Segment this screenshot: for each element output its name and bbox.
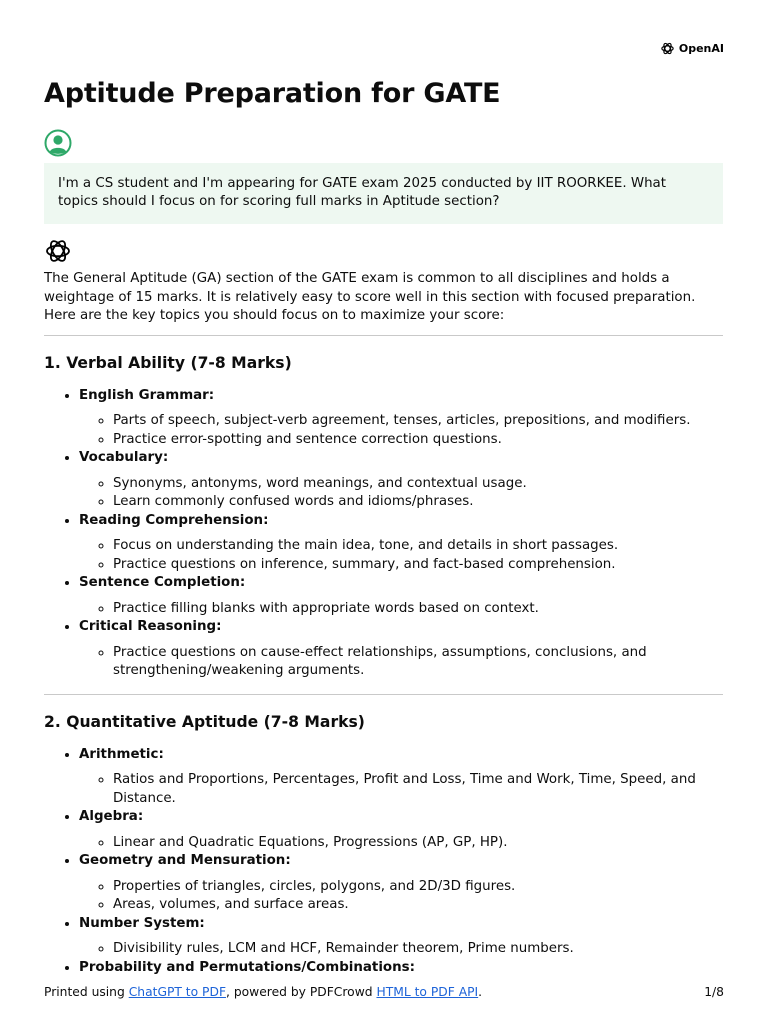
topic-name: • Critical Reasoning: xyxy=(79,619,222,634)
section-heading: 1. Verbal Ability (7-8 Marks) xyxy=(44,353,292,372)
point-item: ◦ Properties of triangles, circles, polygons, and 2D/3D figures. xyxy=(113,878,723,897)
assistant-response xyxy=(44,270,723,990)
topic-name: • Vocabulary: xyxy=(79,450,169,465)
point-item: ◦ Divisibility rules, LCM and HCF, Remainder theorem, Prime numbers. xyxy=(113,940,723,959)
topic-item xyxy=(79,915,723,959)
topic-item xyxy=(79,449,723,512)
topic-item xyxy=(79,618,723,681)
point-list xyxy=(79,771,723,808)
point-item: ◦ Focus on understanding the main idea, tone, and details in short passages. xyxy=(113,537,723,556)
point-list xyxy=(79,537,723,574)
sections-container xyxy=(44,335,723,978)
footer-prefix: Printed using xyxy=(44,985,129,999)
topic-name: • Algebra: xyxy=(79,809,144,824)
topic-name: • Number System: xyxy=(79,915,205,931)
page-title: Aptitude Preparation for GATE xyxy=(44,78,501,109)
point-item: ◦ Learn commonly confused words and idioms/phrases. xyxy=(113,493,723,512)
section-heading: 2. Quantitative Aptitude (7-8 Marks) xyxy=(44,712,365,731)
topic-list xyxy=(44,387,723,681)
point-list xyxy=(79,878,723,915)
topic-item xyxy=(79,746,723,809)
topic-item xyxy=(79,387,723,450)
point-item: ◦ Ratios and Proportions, Percentages, Profit and Loss, Time and Work, Time, Speed, and Distance. xyxy=(113,771,723,808)
topic-name: • English Grammar: xyxy=(79,387,215,403)
chatgpt-avatar-icon xyxy=(44,237,72,265)
section-divider xyxy=(44,335,723,336)
chatgpt-to-pdf-link[interactable]: ChatGPT to PDF xyxy=(128,985,227,999)
topic-name: • Arithmetic: xyxy=(79,746,164,762)
footer-suffix: . xyxy=(478,985,483,999)
html-to-pdf-api-link[interactable]: HTML to PDF API xyxy=(376,985,479,999)
point-item: ◦ Areas, volumes, and surface areas. xyxy=(113,896,723,915)
footer xyxy=(44,985,724,999)
point-list xyxy=(79,600,723,619)
point-list xyxy=(79,412,723,449)
topic-name: • Sentence Completion: xyxy=(79,575,246,590)
point-list xyxy=(79,834,723,853)
point-list xyxy=(79,940,723,959)
footer-middle: , powered by PDFCrowd xyxy=(226,985,377,999)
intro-paragraph: The General Aptitude (GA) section of the GATE exam is common to all disciplines and holds a weightage of 15 marks. It is relatively easy to score well in this section with focused preparation. Here are the key topics you should focus on to maximize your score: xyxy=(44,271,696,323)
user-message: I'm a CS student and I'm appearing for GATE exam 2025 conducted by IIT ROORKEE. What topics should I focus on for scoring full marks in Aptitude section? xyxy=(44,163,723,224)
point-item: ◦ Practice filling blanks with appropriate words based on context. xyxy=(113,600,723,619)
topic-item xyxy=(79,852,723,915)
point-item: ◦ Parts of speech, subject-verb agreement, tenses, articles, prepositions, and modifiers. xyxy=(113,412,723,431)
topic-name: • Geometry and Mensuration: xyxy=(79,853,291,868)
point-list xyxy=(79,644,723,681)
topic-item xyxy=(79,574,723,618)
topic-name: • Probability and Permutations/Combinations: xyxy=(79,959,415,975)
brand-label: OpenAI xyxy=(678,42,724,55)
section-divider xyxy=(44,694,723,695)
point-item: ◦ Linear and Quadratic Equations, Progressions (AP, GP, HP). xyxy=(113,834,723,853)
page-number: 1/8 xyxy=(704,985,724,999)
openai-logo xyxy=(660,41,724,56)
point-item: ◦ Synonyms, antonyms, word meanings, and contextual usage. xyxy=(113,475,723,494)
user-avatar-icon xyxy=(44,129,72,157)
point-list xyxy=(79,475,723,512)
openai-logo-icon xyxy=(660,41,675,56)
footer-credit xyxy=(44,985,482,999)
topic-item xyxy=(79,959,723,978)
point-item: ◦ Practice questions on cause-effect relationships, assumptions, conclusions, and strengthening/weakening arguments. xyxy=(113,644,723,681)
topic-item xyxy=(79,512,723,575)
topic-name: • Reading Comprehension: xyxy=(79,512,269,528)
point-item: ◦ Practice error-spotting and sentence correction questions. xyxy=(113,431,723,450)
point-item: ◦ Practice questions on inference, summary, and fact-based comprehension. xyxy=(113,556,723,575)
topic-item xyxy=(79,808,723,852)
topic-list xyxy=(44,746,723,978)
